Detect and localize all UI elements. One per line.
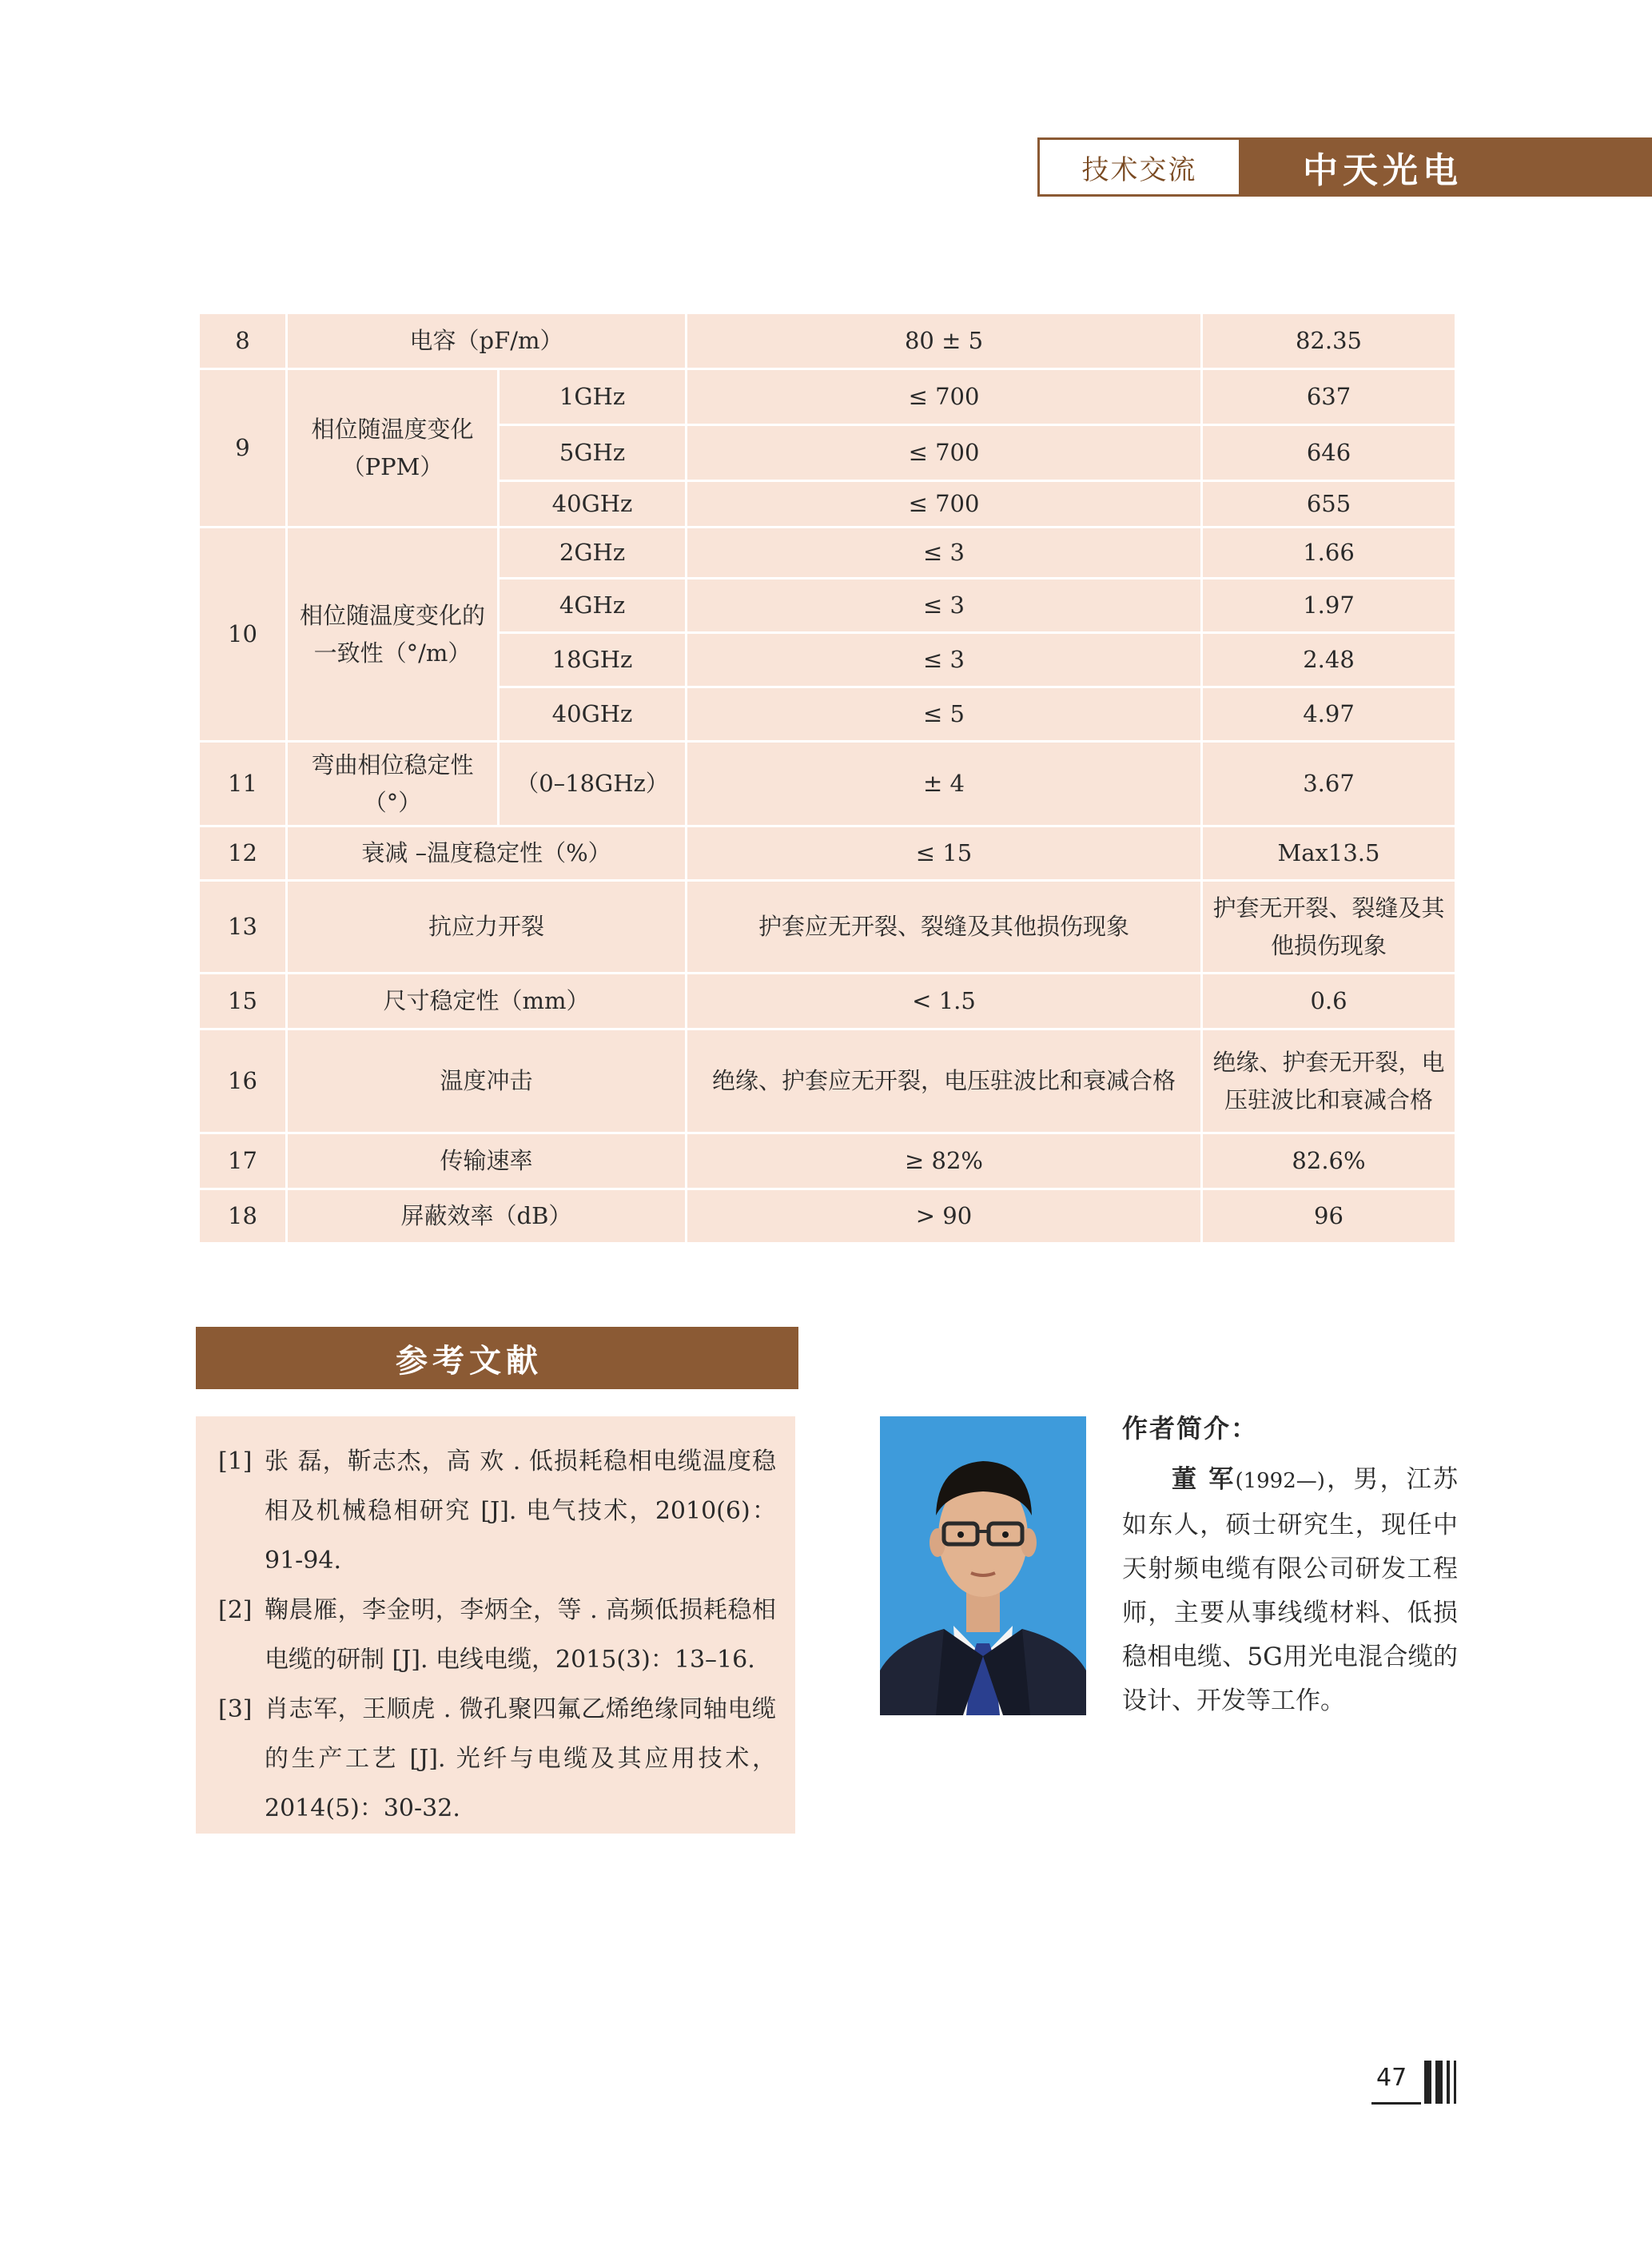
brand-logo: 中天光电	[1239, 137, 1652, 197]
author-bio	[1122, 1458, 1458, 1723]
cell-item: 弯曲相位稳定性（°）	[287, 742, 499, 826]
reference-item	[218, 1586, 776, 1685]
cell-cond: 2GHz	[499, 528, 687, 579]
cell-no: 8	[199, 313, 287, 369]
cell-item: 相位随温度变化（PPM）	[287, 369, 499, 528]
cell-cond: 5GHz	[499, 425, 687, 481]
cell-req: ≤ 700	[687, 481, 1202, 528]
cell-val: 2.48	[1202, 633, 1456, 687]
cell-val: 96	[1202, 1189, 1456, 1244]
cell-val: Max13.5	[1202, 826, 1456, 881]
table-row	[199, 528, 1456, 579]
cell-req: < 1.5	[687, 974, 1202, 1029]
cell-req: 护套应无开裂、裂缝及其他损伤现象	[687, 881, 1202, 974]
cell-val: 82.6%	[1202, 1133, 1456, 1189]
cell-no: 12	[199, 826, 287, 881]
cell-cond: 40GHz	[499, 687, 687, 742]
cell-no: 13	[199, 881, 287, 974]
cell-val: 82.35	[1202, 313, 1456, 369]
cell-item: 相位随温度变化的一致性（°/m）	[287, 528, 499, 742]
cell-req: > 90	[687, 1189, 1202, 1244]
table-row	[199, 1189, 1456, 1244]
page-number: 47	[1376, 2064, 1407, 2092]
cell-no: 18	[199, 1189, 287, 1244]
reference-item	[218, 1685, 776, 1834]
cell-req: ≤ 15	[687, 826, 1202, 881]
cell-item: 衰减 –温度稳定性（%）	[287, 826, 687, 881]
cell-cond: 40GHz	[499, 481, 687, 528]
cell-item: 温度冲击	[287, 1029, 687, 1133]
cell-val: 1.66	[1202, 528, 1456, 579]
cell-req: 绝缘、护套应无开裂，电压驻波比和衰减合格	[687, 1029, 1202, 1133]
reference-text: 鞠晨雁，李金明，李炳全，等 . 高频低损耗稳相电缆的研制 [J]. 电线电缆，2015(3)：13–16.	[265, 1596, 776, 1674]
author-bio-text: ，男，江苏如东人，硕士研究生，现任中天射频电缆有限公司研发工程师，主要从事线缆材料、低损稳相电缆、5G用光电混合缆的设计、开发等工作。	[1122, 1465, 1459, 1715]
table-row	[199, 1133, 1456, 1189]
references-title: 参考文献	[196, 1327, 798, 1389]
reference-number: [3]	[218, 1695, 253, 1723]
cell-item: 传输速率	[287, 1133, 687, 1189]
cell-cond: 4GHz	[499, 579, 687, 633]
cell-val: 护套无开裂、裂缝及其他损伤现象	[1202, 881, 1456, 974]
reference-item	[218, 1437, 776, 1586]
cell-val: 646	[1202, 425, 1456, 481]
cell-req: ≤ 700	[687, 425, 1202, 481]
cell-cond: 18GHz	[499, 633, 687, 687]
table-row	[199, 313, 1456, 369]
cell-req: ± 4	[687, 742, 1202, 826]
cell-cond: 1GHz	[499, 369, 687, 425]
table-row	[199, 742, 1456, 826]
author-heading: 作者简介：	[1122, 1413, 1259, 1444]
cell-val: 0.6	[1202, 974, 1456, 1029]
cell-no: 16	[199, 1029, 287, 1133]
cell-no: 15	[199, 974, 287, 1029]
cell-item: 尺寸稳定性（mm）	[287, 974, 687, 1029]
reference-number: [1]	[218, 1448, 253, 1475]
cell-req: ≤ 3	[687, 633, 1202, 687]
table-row	[199, 826, 1456, 881]
table-row	[199, 1029, 1456, 1133]
cell-req: ≤ 5	[687, 687, 1202, 742]
cell-no: 17	[199, 1133, 287, 1189]
cell-no: 9	[199, 369, 287, 528]
cell-no: 10	[199, 528, 287, 742]
page-number-rule	[1371, 2102, 1421, 2105]
cell-val: 637	[1202, 369, 1456, 425]
cell-req: ≤ 3	[687, 528, 1202, 579]
reference-text: 张 磊，靳志杰，高 欢 . 低损耗稳相电缆温度稳相及机械稳相研究 [J]. 电气技术，2010(6)：91-94.	[265, 1448, 776, 1575]
cell-val: 1.97	[1202, 579, 1456, 633]
cell-req: ≤ 700	[687, 369, 1202, 425]
cell-req: 80 ± 5	[687, 313, 1202, 369]
spec-table	[197, 312, 1457, 1244]
references-list	[196, 1416, 795, 1834]
reference-text: 肖志军，王顺虎 . 微孔聚四氟乙烯绝缘同轴电缆的生产工艺 [J]. 光纤与电缆及其应用技术，2014(5)：30-32.	[265, 1695, 776, 1822]
author-name: 董 军	[1172, 1465, 1236, 1494]
cell-cond: （0–18GHz）	[499, 742, 687, 826]
table-row	[199, 881, 1456, 974]
author-photo	[880, 1416, 1086, 1715]
page-marker-icon	[1424, 2061, 1456, 2104]
reference-number: [2]	[218, 1596, 253, 1624]
cell-item: 抗应力开裂	[287, 881, 687, 974]
table-row	[199, 369, 1456, 425]
cell-val: 4.97	[1202, 687, 1456, 742]
author-dates: (1992—)	[1235, 1469, 1325, 1493]
cell-val: 绝缘、护套无开裂，电压驻波比和衰减合格	[1202, 1029, 1456, 1133]
cell-item: 电容（pF/m）	[287, 313, 687, 369]
cell-val: 3.67	[1202, 742, 1456, 826]
cell-req: ≤ 3	[687, 579, 1202, 633]
cell-req: ≥ 82%	[687, 1133, 1202, 1189]
section-label: 技术交流	[1037, 137, 1239, 197]
table-row	[199, 974, 1456, 1029]
cell-val: 655	[1202, 481, 1456, 528]
cell-item: 屏蔽效率（dB）	[287, 1189, 687, 1244]
cell-no: 11	[199, 742, 287, 826]
